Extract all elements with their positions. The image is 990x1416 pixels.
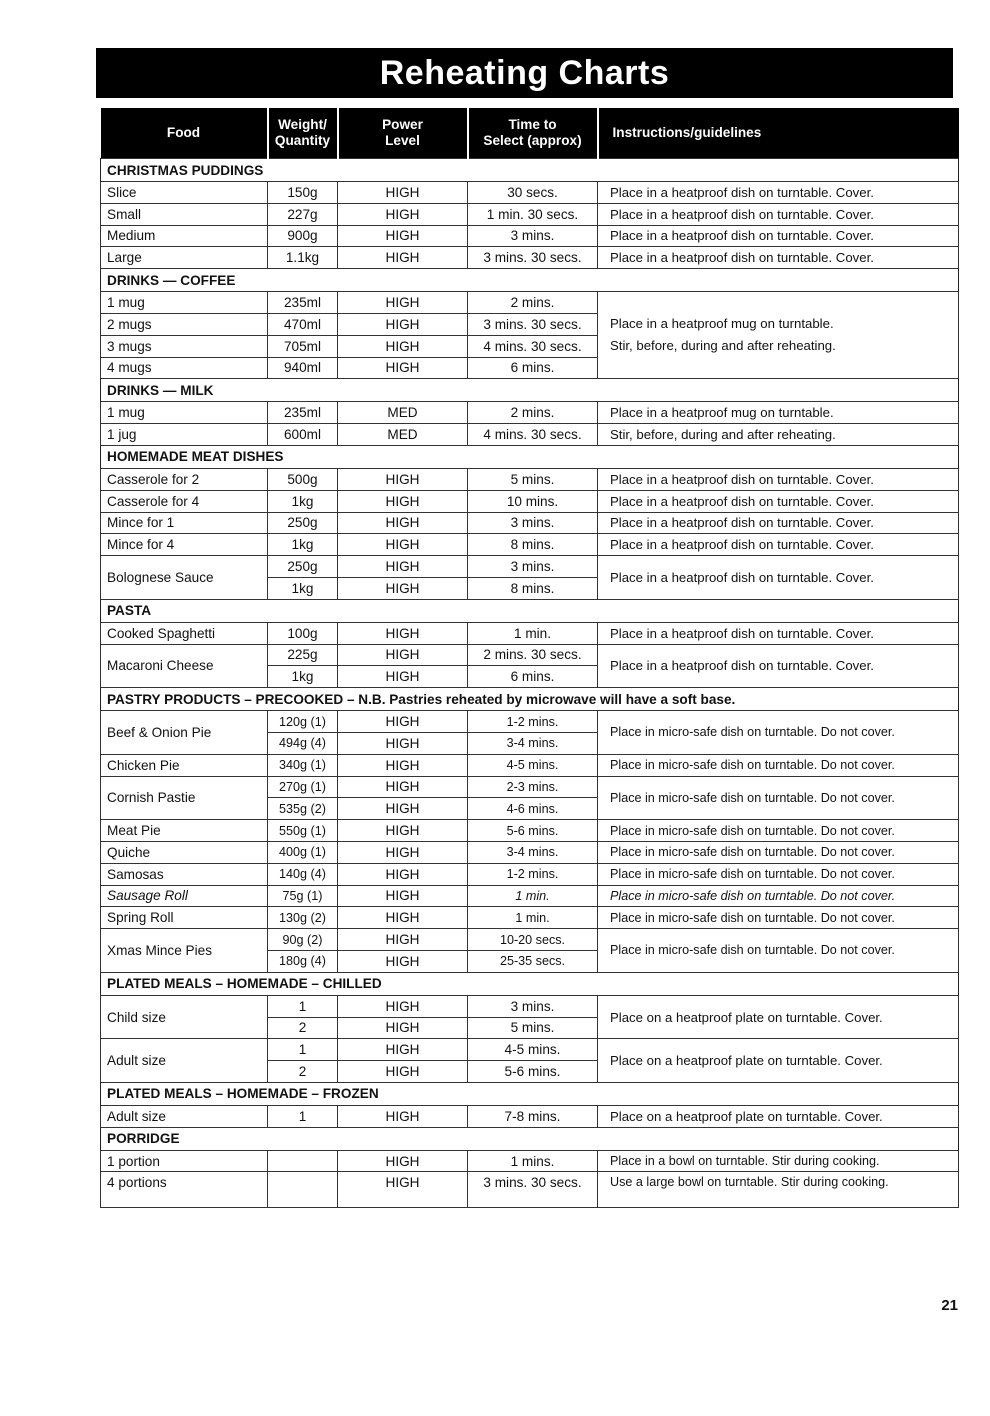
table-row bbox=[101, 512, 959, 534]
table-cell: DRINKS — COFFEE bbox=[101, 269, 959, 292]
table-cell: 1 portion bbox=[101, 1150, 268, 1172]
header-weight: Weight/ Quantity bbox=[268, 108, 338, 159]
table-cell: Meat Pie bbox=[101, 820, 268, 842]
table-cell: HIGH bbox=[338, 468, 468, 490]
table-cell: 225g bbox=[268, 644, 338, 666]
table-cell: 10 mins. bbox=[468, 490, 598, 512]
table-row bbox=[101, 841, 959, 863]
table-cell: 494g (4) bbox=[268, 732, 338, 754]
table-cell: Medium bbox=[101, 225, 268, 247]
table-cell: Use a large bowl on turntable. Stir during cooking. bbox=[598, 1172, 959, 1208]
table-cell: 8 mins. bbox=[468, 534, 598, 556]
header-time: Time to Select (approx) bbox=[468, 108, 598, 159]
table-cell: HIGH bbox=[338, 203, 468, 225]
table-cell: MED bbox=[338, 424, 468, 446]
table-cell: HIGH bbox=[338, 863, 468, 885]
table-cell: Place on a heatproof plate on turntable. Cover. bbox=[598, 1039, 959, 1083]
table-cell: 8 mins. bbox=[468, 577, 598, 599]
table-cell: 1-2 mins. bbox=[468, 711, 598, 733]
table-cell: Place in a heatproof dish on turntable. Cover. bbox=[598, 556, 959, 600]
table-row bbox=[101, 1172, 959, 1208]
table-cell: 150g bbox=[268, 182, 338, 204]
table-cell: 1kg bbox=[268, 534, 338, 556]
table-cell: Cornish Pastie bbox=[101, 776, 268, 820]
table-cell: 5 mins. bbox=[468, 1017, 598, 1039]
header-food: Food bbox=[101, 108, 268, 159]
section-header bbox=[101, 159, 959, 182]
table-cell: 2 mins. bbox=[468, 292, 598, 314]
table-cell: Place in micro-safe dish on turntable. Do not cover. bbox=[598, 929, 959, 973]
table-row bbox=[101, 1150, 959, 1172]
table-cell: 5-6 mins. bbox=[468, 1061, 598, 1083]
table-cell: 1 min. bbox=[468, 885, 598, 907]
table-cell: Place in a heatproof dish on turntable. Cover. bbox=[598, 182, 959, 204]
table-row bbox=[101, 225, 959, 247]
table-cell: Quiche bbox=[101, 841, 268, 863]
table-cell: PASTA bbox=[101, 599, 959, 622]
table-cell: 4-5 mins. bbox=[468, 1039, 598, 1061]
table-row bbox=[101, 468, 959, 490]
table-cell: 400g (1) bbox=[268, 841, 338, 863]
table-cell: Place in a heatproof dish on turntable. Cover. bbox=[598, 512, 959, 534]
table-cell: Spring Roll bbox=[101, 907, 268, 929]
table-row bbox=[101, 402, 959, 424]
table-cell: 940ml bbox=[268, 357, 338, 379]
table-cell: Place in micro-safe dish on turntable. Do not cover. bbox=[598, 863, 959, 885]
table-cell: Stir, before, during and after reheating. bbox=[598, 424, 959, 446]
table-cell: 3 mins. bbox=[468, 995, 598, 1017]
table-cell: Place in a heatproof dish on turntable. Cover. bbox=[598, 622, 959, 644]
table-cell: Place in micro-safe dish on turntable. Do not cover. bbox=[598, 776, 959, 820]
table-cell: HIGH bbox=[338, 292, 468, 314]
table-cell: Chicken Pie bbox=[101, 754, 268, 776]
table-cell: 1 bbox=[268, 995, 338, 1017]
table-row bbox=[101, 929, 959, 951]
table-cell: HIGH bbox=[338, 776, 468, 798]
title-bar bbox=[96, 48, 953, 98]
table-cell: HIGH bbox=[338, 357, 468, 379]
table-cell: HIGH bbox=[338, 907, 468, 929]
table-cell: Place on a heatproof plate on turntable. Cover. bbox=[598, 1105, 959, 1127]
table-row bbox=[101, 711, 959, 733]
table-cell: 2 mins. 30 secs. bbox=[468, 644, 598, 666]
table-cell: 1 min. 30 secs. bbox=[468, 203, 598, 225]
table-cell: HIGH bbox=[338, 820, 468, 842]
table-cell: 7-8 mins. bbox=[468, 1105, 598, 1127]
table-row bbox=[101, 1105, 959, 1127]
table-cell: HIGH bbox=[338, 512, 468, 534]
table-cell: 1 bbox=[268, 1105, 338, 1127]
table-cell: Mince for 4 bbox=[101, 534, 268, 556]
table-cell: 270g (1) bbox=[268, 776, 338, 798]
table-cell: HIGH bbox=[338, 644, 468, 666]
table-row bbox=[101, 247, 959, 269]
table-cell: 4 portions bbox=[101, 1172, 268, 1208]
table-cell: HIGH bbox=[338, 732, 468, 754]
table-row bbox=[101, 995, 959, 1017]
table-cell: 25-35 secs. bbox=[468, 950, 598, 972]
table-cell: HIGH bbox=[338, 885, 468, 907]
table-cell: HIGH bbox=[338, 995, 468, 1017]
table-cell: 5-6 mins. bbox=[468, 820, 598, 842]
header-power: Power Level bbox=[338, 108, 468, 159]
section-header bbox=[101, 599, 959, 622]
table-cell: 130g (2) bbox=[268, 907, 338, 929]
table-cell: 1 mins. bbox=[468, 1150, 598, 1172]
table-cell: Casserole for 4 bbox=[101, 490, 268, 512]
table-row bbox=[101, 907, 959, 929]
table-cell: Place in micro-safe dish on turntable. Do not cover. bbox=[598, 907, 959, 929]
table-cell: Bolognese Sauce bbox=[101, 556, 268, 600]
table-cell: 550g (1) bbox=[268, 820, 338, 842]
table-cell: HIGH bbox=[338, 1039, 468, 1061]
table-cell: 3 mins. bbox=[468, 556, 598, 578]
table-cell: 2 bbox=[268, 1061, 338, 1083]
table-cell: HIGH bbox=[338, 490, 468, 512]
table-cell: Macaroni Cheese bbox=[101, 644, 268, 688]
table-cell: 2 mins. bbox=[468, 402, 598, 424]
table-cell: 3 mins. 30 secs. bbox=[468, 313, 598, 335]
table-cell: 140g (4) bbox=[268, 863, 338, 885]
table-cell: 705ml bbox=[268, 335, 338, 357]
table-cell bbox=[268, 1150, 338, 1172]
table-cell: HIGH bbox=[338, 313, 468, 335]
table-cell: 250g bbox=[268, 556, 338, 578]
table-row bbox=[101, 490, 959, 512]
table-cell: HIGH bbox=[338, 929, 468, 951]
table-cell: 3 mins. bbox=[468, 512, 598, 534]
table-cell: HIGH bbox=[338, 534, 468, 556]
section-header bbox=[101, 445, 959, 468]
table-cell: HIGH bbox=[338, 711, 468, 733]
section-header bbox=[101, 972, 959, 995]
table-cell: 10-20 secs. bbox=[468, 929, 598, 951]
table-cell: 4 mins. 30 secs. bbox=[468, 335, 598, 357]
table-cell: HIGH bbox=[338, 1150, 468, 1172]
table-cell bbox=[268, 1172, 338, 1208]
table-cell: 4 mugs bbox=[101, 357, 268, 379]
table-cell: HIGH bbox=[338, 182, 468, 204]
table-cell: HIGH bbox=[338, 666, 468, 688]
table-cell: Small bbox=[101, 203, 268, 225]
table-cell: 3-4 mins. bbox=[468, 732, 598, 754]
table-row bbox=[101, 292, 959, 314]
table-cell: 1 min. bbox=[468, 907, 598, 929]
table-cell: 30 secs. bbox=[468, 182, 598, 204]
table-cell: DRINKS — MILK bbox=[101, 379, 959, 402]
table-cell: 1 mug bbox=[101, 292, 268, 314]
table-cell: 2 bbox=[268, 1017, 338, 1039]
table-cell: 3 mins. 30 secs. bbox=[468, 247, 598, 269]
table-cell: Place in a heatproof dish on turntable. Cover. bbox=[598, 490, 959, 512]
table-cell: HIGH bbox=[338, 950, 468, 972]
table-cell: Samosas bbox=[101, 863, 268, 885]
table-cell: 120g (1) bbox=[268, 711, 338, 733]
table-cell: HIGH bbox=[338, 1017, 468, 1039]
table-row bbox=[101, 885, 959, 907]
table-cell: HIGH bbox=[338, 225, 468, 247]
table-cell: 1.1kg bbox=[268, 247, 338, 269]
table-row bbox=[101, 203, 959, 225]
table-cell: PLATED MEALS – HOMEMADE – FROZEN bbox=[101, 1082, 959, 1105]
section-header bbox=[101, 379, 959, 402]
table-cell: 1 bbox=[268, 1039, 338, 1061]
table-cell: 470ml bbox=[268, 313, 338, 335]
table-cell: Large bbox=[101, 247, 268, 269]
header-instructions: Instructions/guidelines bbox=[598, 108, 959, 159]
table-cell: 5 mins. bbox=[468, 468, 598, 490]
page-number: 21 bbox=[941, 1297, 958, 1314]
table-cell: 235ml bbox=[268, 402, 338, 424]
table-cell: 1 mug bbox=[101, 402, 268, 424]
table-cell: 2-3 mins. bbox=[468, 776, 598, 798]
table-cell: Place in micro-safe dish on turntable. Do not cover. bbox=[598, 711, 959, 755]
table-cell: Beef & Onion Pie bbox=[101, 711, 268, 755]
table-cell: 180g (4) bbox=[268, 950, 338, 972]
table-cell: Cooked Spaghetti bbox=[101, 622, 268, 644]
table-cell: HIGH bbox=[338, 1061, 468, 1083]
table-cell: 900g bbox=[268, 225, 338, 247]
table-cell: HIGH bbox=[338, 577, 468, 599]
table-cell: Xmas Mince Pies bbox=[101, 929, 268, 973]
table-cell: HIGH bbox=[338, 335, 468, 357]
table-cell: 535g (2) bbox=[268, 798, 338, 820]
table-cell: HIGH bbox=[338, 1172, 468, 1208]
table-cell: 3 mugs bbox=[101, 335, 268, 357]
section-header bbox=[101, 688, 959, 711]
table-cell: 1 min. bbox=[468, 622, 598, 644]
table-cell: Place on a heatproof plate on turntable. Cover. bbox=[598, 995, 959, 1039]
table-cell: 3 mins. bbox=[468, 225, 598, 247]
table-cell: Child size bbox=[101, 995, 268, 1039]
table-cell: MED bbox=[338, 402, 468, 424]
table-row bbox=[101, 776, 959, 798]
table-cell: Place in a heatproof dish on turntable. Cover. bbox=[598, 468, 959, 490]
table-cell: PLATED MEALS – HOMEMADE – CHILLED bbox=[101, 972, 959, 995]
table-cell: PORRIDGE bbox=[101, 1127, 959, 1150]
reheating-chart-table bbox=[100, 108, 959, 1208]
table-cell: 2 mugs bbox=[101, 313, 268, 335]
table-cell: Sausage Roll bbox=[101, 885, 268, 907]
table-row bbox=[101, 622, 959, 644]
page-title: Reheating Charts bbox=[379, 53, 670, 92]
table-cell: HIGH bbox=[338, 1105, 468, 1127]
table-cell: Place in micro-safe dish on turntable. Do not cover. bbox=[598, 754, 959, 776]
table-row bbox=[101, 1039, 959, 1061]
table-cell: HIGH bbox=[338, 841, 468, 863]
table-row bbox=[101, 820, 959, 842]
table-cell: 3 mins. 30 secs. bbox=[468, 1172, 598, 1208]
table-row bbox=[101, 534, 959, 556]
table-cell: Place in a heatproof dish on turntable. Cover. bbox=[598, 644, 959, 688]
table-cell: HIGH bbox=[338, 556, 468, 578]
table-cell: 1kg bbox=[268, 577, 338, 599]
table-cell: Adult size bbox=[101, 1105, 268, 1127]
table-cell: Place in micro-safe dish on turntable. Do not cover. bbox=[598, 885, 959, 907]
table-row bbox=[101, 556, 959, 578]
table-cell: 100g bbox=[268, 622, 338, 644]
table-row bbox=[101, 863, 959, 885]
table-cell: 4 mins. 30 secs. bbox=[468, 424, 598, 446]
table-cell: 340g (1) bbox=[268, 754, 338, 776]
section-header bbox=[101, 1127, 959, 1150]
table-cell: 600ml bbox=[268, 424, 338, 446]
table-cell: Place in a heatproof dish on turntable. Cover. bbox=[598, 247, 959, 269]
table-cell: Place in a heatproof dish on turntable. Cover. bbox=[598, 203, 959, 225]
table-cell: 75g (1) bbox=[268, 885, 338, 907]
table-cell: 6 mins. bbox=[468, 666, 598, 688]
table-cell: Place in micro-safe dish on turntable. Do not cover. bbox=[598, 841, 959, 863]
table-cell: 3-4 mins. bbox=[468, 841, 598, 863]
table-cell: 1 jug bbox=[101, 424, 268, 446]
table-cell: Place in a heatproof mug on turntable. bbox=[598, 402, 959, 424]
table-cell: 1-2 mins. bbox=[468, 863, 598, 885]
table-cell: Place in a heatproof dish on turntable. Cover. bbox=[598, 225, 959, 247]
table-row bbox=[101, 182, 959, 204]
table-cell: 90g (2) bbox=[268, 929, 338, 951]
table-cell: HIGH bbox=[338, 622, 468, 644]
table-cell: 1kg bbox=[268, 490, 338, 512]
coffee-instructions: Place in a heatproof mug on turntable. Stir, before, during and after reheating. bbox=[598, 292, 959, 379]
table-row bbox=[101, 754, 959, 776]
table-cell: Slice bbox=[101, 182, 268, 204]
table-cell: Casserole for 2 bbox=[101, 468, 268, 490]
table-cell: HIGH bbox=[338, 754, 468, 776]
table-cell: 227g bbox=[268, 203, 338, 225]
table-cell: 6 mins. bbox=[468, 357, 598, 379]
table-header-row bbox=[101, 108, 959, 159]
table-cell: 1kg bbox=[268, 666, 338, 688]
table-cell: HIGH bbox=[338, 247, 468, 269]
table-cell: 4-6 mins. bbox=[468, 798, 598, 820]
table-cell: Place in a heatproof dish on turntable. Cover. bbox=[598, 534, 959, 556]
table-cell: Mince for 1 bbox=[101, 512, 268, 534]
table-row bbox=[101, 644, 959, 666]
table-cell: PASTRY PRODUCTS – PRECOOKED – N.B. Pastries reheated by microwave will have a soft base. bbox=[101, 688, 959, 711]
table-cell: 500g bbox=[268, 468, 338, 490]
table-cell: HOMEMADE MEAT DISHES bbox=[101, 445, 959, 468]
section-header bbox=[101, 269, 959, 292]
table-cell: Place in micro-safe dish on turntable. Do not cover. bbox=[598, 820, 959, 842]
table-cell: HIGH bbox=[338, 798, 468, 820]
table-cell: Place in a bowl on turntable. Stir during cooking. bbox=[598, 1150, 959, 1172]
table-row bbox=[101, 424, 959, 446]
section-header bbox=[101, 1082, 959, 1105]
table-cell: Adult size bbox=[101, 1039, 268, 1083]
table-cell: 235ml bbox=[268, 292, 338, 314]
table-cell: 250g bbox=[268, 512, 338, 534]
table-cell: CHRISTMAS PUDDINGS bbox=[101, 159, 959, 182]
table-cell: 4-5 mins. bbox=[468, 754, 598, 776]
